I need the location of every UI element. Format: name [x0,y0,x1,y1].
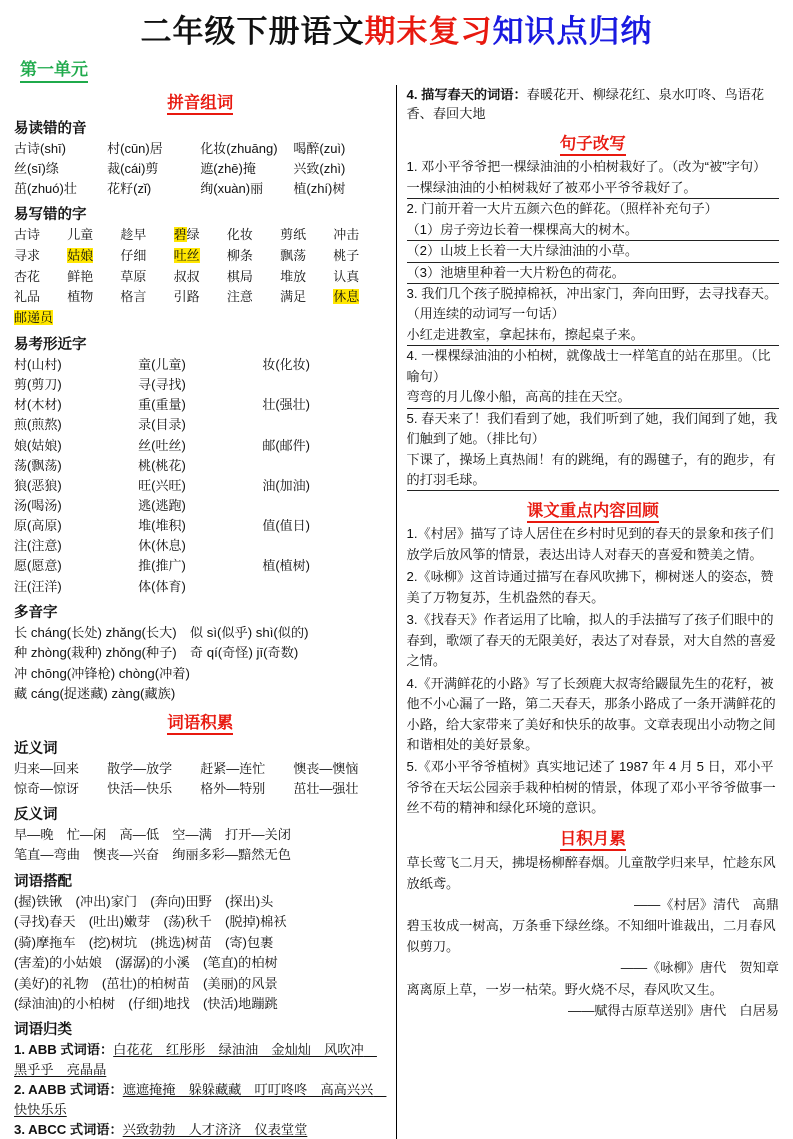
word-row [14,139,387,159]
word-cell: 茁壮—强壮 [293,780,359,796]
kewen-item: 4.《开满鲜花的小路》写了长颈鹿大叔寄给鼹鼠先生的花籽，被他不小心漏了一路，第二天春天，那条小路成了一条开满鲜花的小路，给大家带来了美好和快乐的故事。文章表现出小动物之间和谐相处的美好景象。 [406,675,776,753]
poem-attribution: ——赋得古原草送别》唐代 白居易 [568,1002,779,1018]
word-cell: 杏花 [14,268,41,284]
word-cell: 油(加油) [262,477,310,493]
word-cell: 满足 [280,289,307,305]
subheading-jinyi: 近义词 [14,740,58,757]
miaoxie-label: 4. 描写春天的词语： [406,86,527,102]
kewen-item: 1.《村居》描写了诗人居住在乡村时见到的春天的景象和孩子们放学后放风筝的情景，表达出诗人对春天的喜爱和赞美之情。 [406,526,774,562]
word-row [14,225,387,246]
kewen-item: 5.《邓小平爷爷植树》真实地记述了 1987 年 4 月 5 日，邓小平爷爷在天坛公园亲手栽种柏树的情景，体现了邓小平爷爷做事一丝不苟的精神和绿化环境的意识。 [406,759,776,816]
word-cell: 体(体育) [138,578,186,594]
word-cell: 剪纸 [280,227,307,243]
subheading-yixie: 易写错的字 [14,207,87,224]
word-cell: 寻求 [14,247,41,263]
word-row [14,436,387,476]
duoyin-line: 种 zhòng(栽种) zhǒng(种子) 奇 qí(奇怪) jī(奇数) [14,645,299,661]
miaoxie-entry [407,85,780,125]
word-cell: 村(山村) [14,357,62,373]
poem-text: 离离原上草，一岁一枯荣。野火烧不尽，春风吹又生。 [406,981,723,997]
word-cell: 遮(zhē)掩 [200,160,256,176]
word-row [14,516,387,556]
guilei-items: 兴致勃勃 人才济济 仪表堂堂 [122,1121,308,1137]
word-cell: 桃(桃花) [138,457,186,473]
word-cell: 重(重量) [138,397,186,413]
subheading-duoyin: 多音字 [14,604,58,621]
word-cell: 植(植树) [262,558,310,574]
section-pinyin-heading: 拼音组词 [14,89,387,113]
fanyi-line: 笔直—弯曲 懊丧—兴奋 绚丽多彩—黯然无色 [14,847,291,863]
word-cell: 兴致(zhì) [293,160,346,176]
subheading-yidu: 易读错的音 [14,120,87,137]
juzi-list [407,157,780,491]
word-cell: 堆(堆积) [138,518,186,534]
word-cell: 古诗(shī) [14,140,67,156]
poem-entry [407,979,780,1021]
word-cell: 值(值日) [262,518,310,534]
highlighted-word: 姑娘 [67,247,94,263]
xingjin-list [14,355,387,597]
word-cell: 推(推广) [138,558,186,574]
word-cell: 叔叔 [173,268,200,284]
question-line: 3. 我们几个孩子脱掉棉袄，冲出家门，奔向田野，去寻找春天。（用连续的动词写一句话） [406,285,778,322]
word-cell: 快活—快乐 [107,780,173,796]
word-row [14,308,387,329]
word-cell: 鲜艳 [67,268,94,284]
subheading-xingjin: 易考形近字 [14,337,87,354]
unit-heading: 第一单元 [20,55,88,83]
word-cell: 寻(寻找) [138,377,186,393]
word-cell: 娘(姑娘) [14,437,62,453]
guilei-label: 1. ABB 式词语： [14,1042,114,1058]
answer-line: 小红走进教室，拿起抹布，擦起桌子来。 [407,325,780,346]
highlighted-word: 邮递员 [14,310,54,326]
duoyin-line: 长 cháng(长处) zhǎng(长大) 似 sì(似乎) shì(似的) [14,624,309,640]
word-cell: 儿童 [67,227,94,243]
word-cell: 汪(汪洋) [14,578,62,594]
dapei-line: (绿油油)的小柏树 (仔细)地找 (快活)地蹦跳 [14,996,278,1011]
word-cell: 村(cūn)居 [107,140,163,156]
word-cell [67,246,120,267]
answer-line: （1）房子旁边长着一棵棵高大的树木。 [407,220,780,241]
answer-line: （3）池塘里种着一大片粉色的荷花。 [407,263,780,284]
dapei-line: (握)铁锹 (冲出)家门 (奔向)田野 (探出)头 [14,893,274,909]
word-cell: 化妆 [226,227,253,243]
answer-line: 下课了，操场上真热闹！有的跳绳，有的踢毽子，有的跑步，有的打羽毛球。 [407,450,780,492]
word-cell: 懊丧—懊恼 [293,760,359,776]
word-cell: 冲击 [333,227,360,243]
word-cell: 礼品 [14,289,41,305]
word-cell: 壮(强壮) [262,397,310,413]
word-cell: 化妆(zhuāng) [200,140,278,156]
word-cell: 材(木材) [14,397,62,413]
word-cell: 堆放 [280,268,307,284]
guilei-items: 遮遮掩掩 躲躲藏藏 叮叮咚咚 高高兴兴 快快乐乐 [14,1082,387,1117]
word-cell: 植物 [67,289,94,305]
yidu-list [14,139,387,199]
kewen-item: 3.《找春天》作者运用了比喻，拟人的手法描写了孩子们眼中的春到，歌颂了春天的无限美好，表达了对春景，对大自然的喜爱之情。 [406,612,776,669]
word-cell [174,246,227,267]
duoyin-list [14,623,387,705]
word-cell: 惊奇—惊讶 [14,780,80,796]
word-cell: 剪(剪刀) [14,377,62,393]
word-cell: 桃子 [333,247,360,263]
word-cell: 茁(zhuó)壮 [14,180,77,196]
guilei-entry [14,1120,387,1139]
word-row [14,395,387,435]
fanyi-list [14,825,387,866]
word-cell: 草原 [120,268,147,284]
fanyi-line: 早—晚 忙—闲 高—低 空—满 打开—关闭 [14,826,291,842]
guilei-entry [14,1080,387,1120]
word-cell: 喝醉(zuì) [293,140,346,156]
word-cell: 碧绿 [173,227,200,243]
subheading-guilei: 词语归类 [14,1022,72,1039]
poem-text: 碧玉妆成一树高，万条垂下绿丝绦。不知细叶谁裁出，二月春风似剪刀。 [406,918,776,955]
poem-entry [407,852,780,915]
word-row [14,759,387,779]
word-cell: 格言 [120,289,147,305]
word-row [14,287,387,308]
word-cell: 逃(逃跑) [138,498,186,514]
subheading-fanyi: 反义词 [14,806,58,823]
section-riji-heading: 日积月累 [407,825,780,849]
dapei-line: (寻找)春天 (吐出)嫩芽 (荡)秋千 (脱掉)棉袄 [14,914,287,930]
riji-list [407,852,780,1021]
dapei-line: (害羞)的小姑娘 (潺潺)的小溪 (笔直)的柏树 [14,955,278,971]
word-row [14,556,387,596]
word-cell: 裁(cái)剪 [107,160,159,176]
word-cell: 花籽(zǐ) [107,180,152,196]
word-row [14,246,387,267]
poem-attribution: ——《咏柳》唐代 贺知章 [620,960,779,976]
duoyin-line: 藏 cáng(捉迷藏) zàng(藏族) [14,686,176,702]
guilei-list [14,1040,387,1139]
word-cell: 原(高原) [14,518,62,534]
dapei-line: (骑)摩拖车 (挖)树坑 (挑选)树苗 (寄)包裹 [14,934,274,950]
word-cell: 丝(sī)绦 [14,160,59,176]
word-cell: 归来—回来 [14,760,80,776]
word-cell: 录(目录) [138,417,186,433]
word-row [14,355,387,395]
word-cell: 注意 [226,289,253,305]
duoyin-line: 冲 chōng(冲锋枪) chòng(冲着) [14,665,190,681]
guilei-label: 3. ABCC 式词语： [14,1121,123,1137]
title-part-3: 知识点归纳 [492,14,653,49]
word-cell: 认真 [333,268,360,284]
word-cell [333,287,386,308]
word-cell: 引路 [173,289,200,305]
highlighted-word: 休息 [333,289,360,305]
word-row [14,179,387,199]
left-column [14,85,397,1139]
word-row [14,267,387,288]
word-cell: 旺(兴旺) [138,477,186,493]
section-kewen-heading: 课文重点内容回顾 [407,497,780,521]
question-line: 5. 春天来了！我们看到了她，我们听到了她，我们闻到了她，我们触到了她。（排比句） [406,410,778,447]
highlighted-word: 碧 [173,227,187,243]
word-cell: 散学—放学 [107,760,173,776]
word-cell: 荡(飘荡) [14,457,62,473]
word-cell: 趁早 [120,227,147,243]
answer-line: 一棵绿油油的小柏树栽好了被邓小平爷爷栽好了。 [407,178,780,199]
word-cell: 童(儿童) [138,357,186,373]
kewen-item: 2.《咏柳》这首诗通过描写在春风吹拂下，柳树迷人的姿态，赞美了万物复苏，生机盎然的春天。 [406,569,774,605]
question-line: 2. 门前开着一大片五颜六色的鲜花。（照样补充句子） [406,201,718,217]
word-cell: 休(休息) [138,538,186,554]
word-cell: 煎(煎熬) [14,417,62,433]
poem-attribution: ——《村居》清代 高鼎 [633,897,779,913]
word-cell: 格外—特别 [200,780,266,796]
section-juzi-heading: 句子改写 [407,130,780,154]
dapei-list [14,892,387,1015]
question-line: 4. 一棵棵绿油油的小柏树，就像战士一样笔直的站在那里。（比喻句） [406,348,771,384]
word-cell: 注(注意) [14,538,62,554]
page-title [14,14,779,50]
word-cell: 古诗 [14,227,41,243]
question-line: 1. 邓小平爷爷把一棵绿油油的小柏树栽好了。（改为“被”字句） [406,159,767,175]
yixie-list [14,225,387,329]
poem-text: 草长莺飞二月天，拂堤杨柳醉春烟。儿童散学归来早，忙趁东风放纸鸢。 [406,854,776,891]
highlighted-word: 吐丝 [173,247,200,263]
word-cell: 赶紧—连忙 [200,760,266,776]
section-ciyu-heading: 词语积累 [14,709,387,733]
kewen-list [407,524,780,818]
word-row [14,159,387,179]
guilei-items: 白花花 红彤彤 绿油油 金灿灿 风吹冲 黑乎乎 亮晶晶 [14,1042,377,1078]
answer-line: 弯弯的月儿像小船，高高的挂在天空。 [407,387,780,408]
word-cell: 绚(xuàn)丽 [200,180,264,196]
word-row [14,476,387,516]
word-cell: 仔细 [120,247,147,263]
word-cell: 妆(化妆) [262,357,310,373]
subheading-dapei: 词语搭配 [14,873,72,890]
poem-entry [407,915,780,978]
right-column [407,85,780,1021]
word-cell [14,308,67,329]
word-row [14,779,387,799]
miaoxie-text: 春暖花开、柳绿花红、泉水叮咚、鸟语花香、春回大地 [406,86,765,122]
word-cell: 飘荡 [280,247,307,263]
jinyi-list [14,759,387,799]
two-column-layout [14,85,779,1139]
word-cell: 柳条 [226,247,253,263]
dapei-line: (美好)的礼物 (茁壮)的柏树苗 (美丽)的风景 [14,975,278,991]
title-part-1: 二年级下册语文 [140,14,365,49]
word-cell: 狼(恶狼) [14,477,62,493]
word-cell: 丝(吐丝) [138,437,186,453]
answer-line: （2）山坡上长着一大片绿油油的小草。 [407,241,780,262]
word-cell: 愿(愿意) [14,558,62,574]
word-cell: 棋局 [226,268,253,284]
word-cell: 邮(邮件) [262,437,310,453]
word-cell: 汤(喝汤) [14,498,62,514]
word-cell: 植(zhí)树 [293,180,346,196]
guilei-label: 2. AABB 式词语： [14,1082,123,1098]
title-part-2: 期末复习 [364,14,493,49]
guilei-entry [14,1040,387,1080]
